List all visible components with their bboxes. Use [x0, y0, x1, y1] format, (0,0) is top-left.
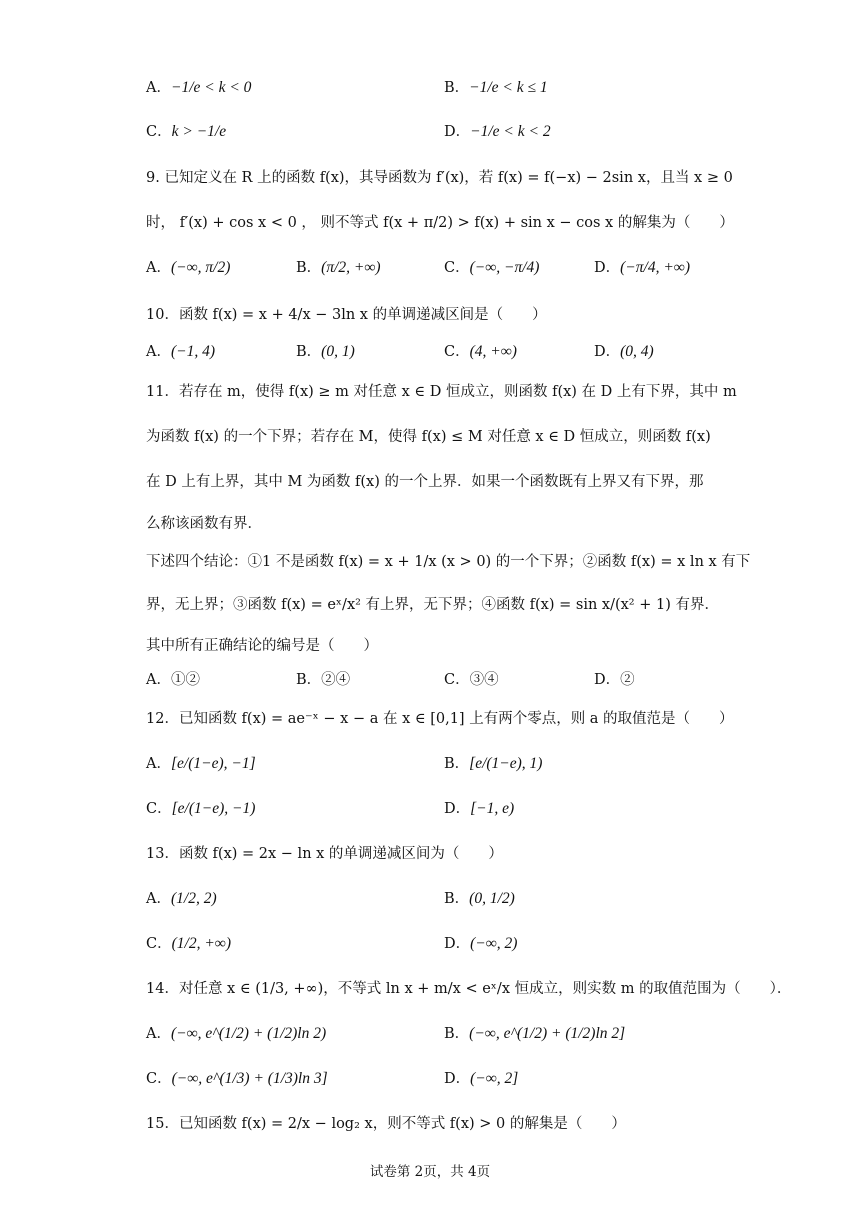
page-footer: 试卷第 2页，共 4页	[369, 1164, 491, 1180]
q13-option-a: A．(1/2, 2)	[146, 890, 217, 907]
q11-stem-line-4: 么称该函数有界．	[146, 516, 262, 532]
q9-stem-line-1: 9. 已知定义在 R 上的函数 f(x)，其导函数为 f′(x)，若 f(x) = f(−x) − 2sin x，且当 x ≥ 0	[146, 170, 733, 186]
q12-option-c: C．[e/(1−e), −1)	[146, 800, 256, 817]
q14-stem: 14．对任意 x ∈ (1/3, +∞)，不等式 ln x + m/x < eˣ/x 恒成立，则实数 m 的取值范围为（ ）．	[146, 981, 792, 997]
q10-option-b: B．(0, 1)	[296, 343, 355, 360]
q10-stem: 10．函数 f(x) = x + 4/x − 3ln x 的单调递减区间是（ ）	[146, 307, 547, 323]
q13-option-c: C．(1/2, +∞)	[146, 935, 231, 952]
q11-option-c: C．③④	[444, 672, 499, 688]
q8-option-c: C．k > −1/e	[146, 123, 227, 140]
q11-option-d: D．②	[594, 672, 635, 688]
q14-option-c: C．(−∞, e^(1/3) + (1/3)ln 3]	[146, 1070, 328, 1087]
q12-stem: 12．已知函数 f(x) = ae⁻ˣ − x − a 在 x ∈ [0,1] 上有两个零点，则 a 的取值范是（ ）	[146, 711, 734, 727]
q9-option-a: A．(−∞, π/2)	[146, 259, 231, 276]
q10-option-c: C．(4, +∞)	[444, 343, 517, 360]
q11-stem-line-2: 为函数 f(x) 的一个下界；若存在 M，使得 f(x) ≤ M 对任意 x ∈ D 恒成立，则函数 f(x)	[146, 429, 711, 445]
q11-stem-line-6: 界，无上界；③函数 f(x) = eˣ/x² 有上界，无下界；④函数 f(x) = sin x/(x² + 1) 有界．	[146, 597, 719, 613]
q11-stem-line-3: 在 D 上有上界，其中 M 为函数 f(x) 的一个上界．如果一个函数既有上界又有下界，那	[146, 474, 704, 490]
q9-stem-line-2: 时， f′(x) + cos x < 0 ， 则不等式 f(x + π/2) > f(x) + sin x − cos x 的解集为（ ）	[146, 215, 734, 231]
q10-option-a: A．(−1, 4)	[146, 343, 216, 360]
q12-option-d: D．[−1, e)	[444, 800, 515, 817]
q13-option-d: D．(−∞, 2)	[444, 935, 518, 952]
q11-stem-line-1: 11．若存在 m，使得 f(x) ≥ m 对任意 x ∈ D 恒成立，则函数 f(x) 在 D 上有下界，其中 m	[146, 384, 737, 400]
q9-option-d: D．(−π/4, +∞)	[594, 259, 691, 276]
q13-option-b: B．(0, 1/2)	[444, 890, 515, 907]
q14-option-b: B．(−∞, e^(1/2) + (1/2)ln 2]	[444, 1025, 626, 1042]
q8-option-d: D．−1/e < k < 2	[444, 123, 551, 140]
q9-option-b: B．(π/2, +∞)	[296, 259, 381, 276]
q8-option-a: A．−1/e < k < 0	[146, 79, 252, 96]
q8-option-b: B．−1/e < k ≤ 1	[444, 79, 548, 96]
q10-option-d: D．(0, 4)	[594, 343, 654, 360]
q14-option-a: A．(−∞, e^(1/2) + (1/2)ln 2)	[146, 1025, 327, 1042]
q11-option-b: B．②④	[296, 672, 351, 688]
q15-stem: 15．已知函数 f(x) = 2/x − log₂ x，则不等式 f(x) > 0 的解集是（ ）	[146, 1116, 626, 1132]
q13-stem: 13．函数 f(x) = 2x − ln x 的单调递减区间为（ ）	[146, 846, 503, 862]
q14-option-d: D．(−∞, 2]	[444, 1070, 519, 1087]
q11-stem-line-7: 其中所有正确结论的编号是（ ）	[146, 638, 378, 654]
q11-option-a: A．①②	[146, 672, 200, 688]
q12-option-b: B．[e/(1−e), 1)	[444, 755, 543, 772]
q11-stem-line-5: 下述四个结论：①1 不是函数 f(x) = x + 1/x (x > 0) 的一个下界；②函数 f(x) = x ln x 有下	[146, 554, 751, 570]
q12-option-a: A．[e/(1−e), −1]	[146, 755, 256, 772]
q9-option-c: C．(−∞, −π/4)	[444, 259, 540, 276]
